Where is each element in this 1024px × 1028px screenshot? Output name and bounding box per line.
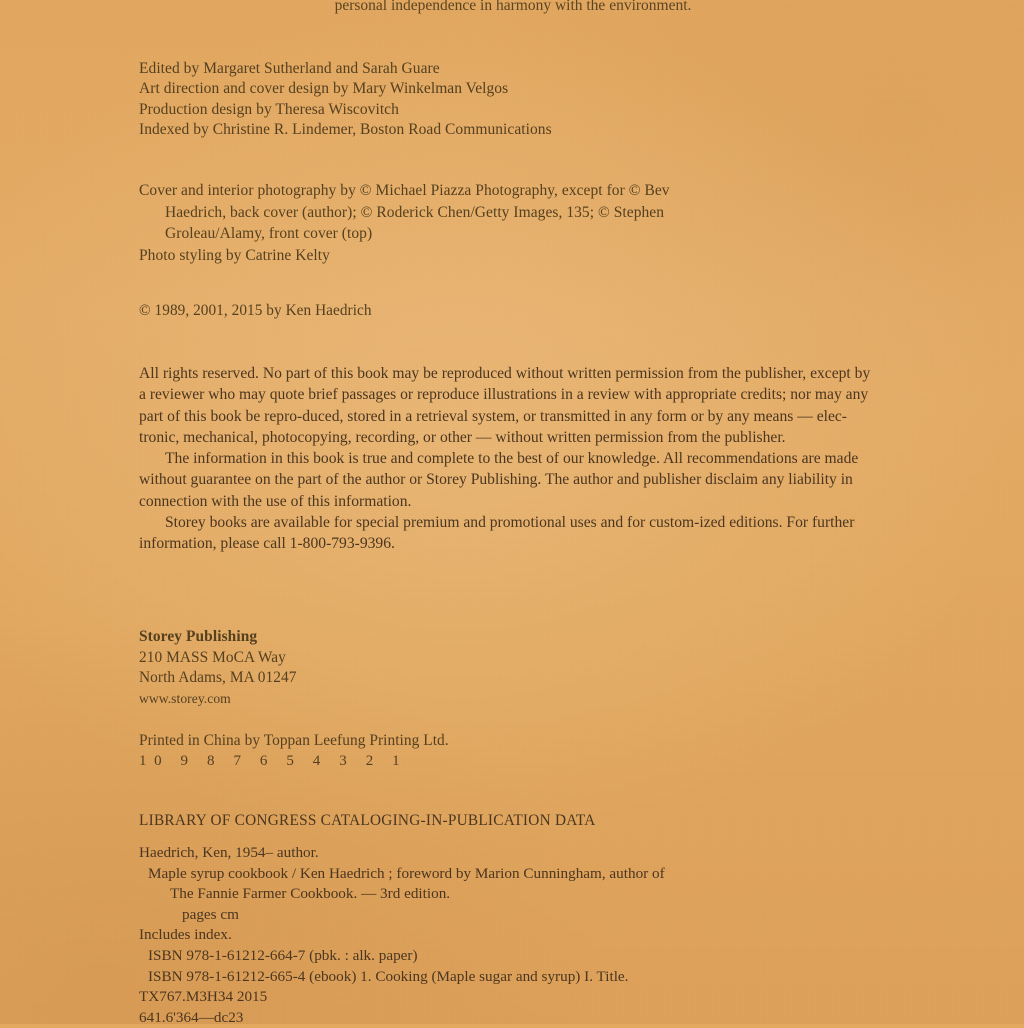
- running-text-line: personal independence in harmony with the environment.: [334, 0, 692, 14]
- print-run-number-line: 10 9 8 7 6 5 4 3 2 1: [139, 753, 408, 769]
- copyright-notice: © 1989, 2001, 2015 by Ken Haedrich: [139, 302, 372, 319]
- credit-line: Indexed by Christine R. Lindemer, Boston Road Communications: [139, 120, 552, 138]
- loc-entries: [139, 843, 665, 1028]
- loc-entry: pages cm: [182, 905, 239, 923]
- production-credits-block: [139, 59, 552, 140]
- publisher-city-state-zip: North Adams, MA 01247: [139, 669, 297, 687]
- publisher-address-block: [139, 627, 297, 709]
- printed-in-line: Printed in China by Toppan Leefung Printing Ltd.: [139, 732, 449, 749]
- library-of-congress-block: [139, 811, 665, 1028]
- photo-credit-line: Cover and interior photography by © Michael Piazza Photography, except for © Bev: [139, 182, 670, 199]
- photo-credit-line: Groleau/Alamy, front cover (top): [165, 225, 373, 242]
- printing-info-block: [139, 730, 449, 772]
- loc-entry-isbn-print: ISBN 978-1-61212-664-7 (pbk. : alk. paper): [148, 946, 418, 964]
- publisher-name: Storey Publishing: [139, 628, 258, 645]
- credit-line: Production design by Theresa Wiscovitch: [139, 100, 399, 118]
- all-rights-reserved-paragraph: All rights reserved. No part of this book may be reproduced without written permission from the publisher, except by a reviewer who may quote brief passages or reproduce illustrations in a review with appropriate credits; nor may any part of this book be repro-duced, stored in a retrieval system, or transmitted in any form or by any means — elec-tronic, mechanical, photocopying, recording, or other — without written permission from the publisher.: [139, 365, 871, 446]
- loc-entry: Includes index.: [139, 926, 232, 944]
- publisher-website[interactable]: www.storey.com: [139, 690, 231, 706]
- disclaimer-paragraph: The information in this book is true and complete to the best of our knowledge. All recommendations are made without guarantee on the part of the author or Storey Publishing. The author and publisher disclaim any liability in connection with the use of this information.: [139, 450, 859, 510]
- rights-reserved-block: [139, 363, 881, 555]
- premium-uses-paragraph: Storey books are available for special premium and promotional uses and for custom-ized editions. For further information, please call 1-800-793-9396.: [139, 514, 855, 553]
- credit-line: Edited by Margaret Sutherland and Sarah Guare: [139, 60, 440, 77]
- loc-entry: Maple syrup cookbook / Ken Haedrich ; foreword by Marion Cunningham, author of: [148, 864, 665, 882]
- loc-header: LIBRARY OF CONGRESS CATALOGING-IN-PUBLICATION DATA: [139, 812, 596, 829]
- credit-line: Art direction and cover design by Mary Winkelman Velgos: [139, 80, 509, 98]
- loc-entry-isbn-ebook: ISBN 978-1-61212-665-4 (ebook) 1. Cooking (Maple sugar and syrup) I. Title.: [148, 967, 629, 985]
- loc-entry: The Fannie Farmer Cookbook. — 3rd edition.: [170, 885, 451, 903]
- loc-entry: Haedrich, Ken, 1954– author.: [139, 844, 319, 861]
- loc-call-number: TX767.M3H34 2015: [139, 988, 268, 1006]
- photo-credit-line: Haedrich, back cover (author); © Roderick Chen/Getty Images, 135; © Stephen: [165, 203, 665, 221]
- photo-styling-line: Photo styling by Catrine Kelty: [139, 246, 330, 264]
- publisher-street: 210 MASS MoCA Way: [139, 648, 286, 666]
- loc-dewey-number: 641.6'364—dc23: [139, 1008, 244, 1026]
- photography-credits-block: [139, 180, 670, 266]
